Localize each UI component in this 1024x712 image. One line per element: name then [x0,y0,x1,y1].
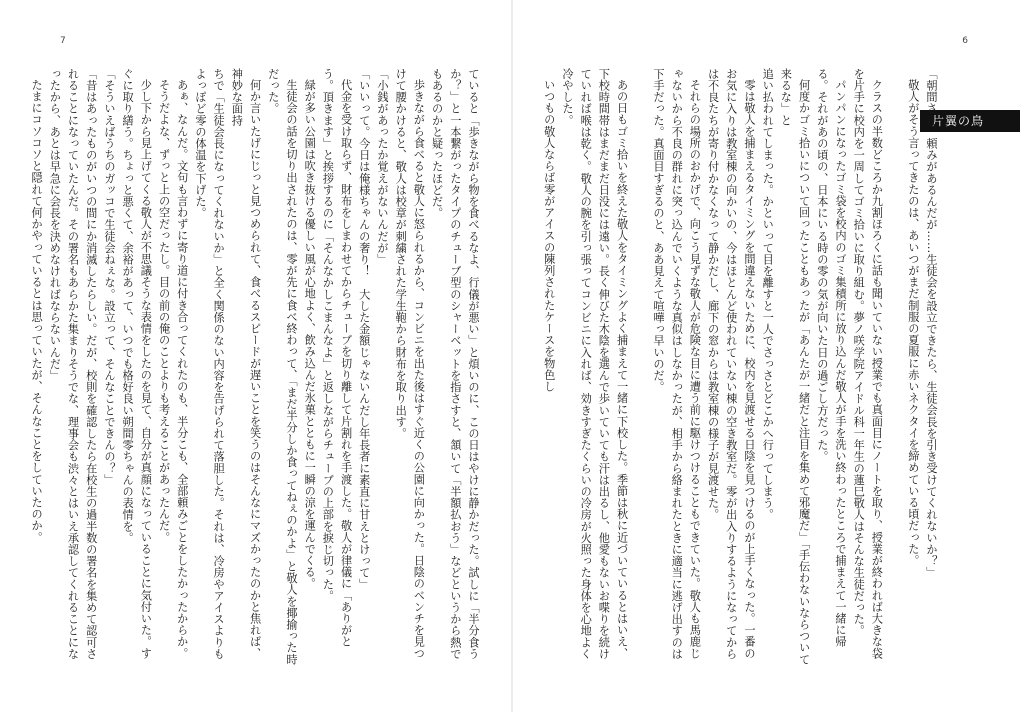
section-break-2 [631,68,649,668]
left-paragraph-12: 少し下から見上げてくる敬人が不思議そうな表情をしたのを見て、自分が真顔になっていることに気付いた。すぐに取り繕う。ちょっと悪くて、余裕があって、いつでも格好良い朔間零ちゃんの表情を。 [121,68,153,660]
left-paragraph-8: 何か言いたげにじっと見つめられて、食べるスピードが遅いことを笑うのはそんなにマズかったのかと焦れば、神妙な面持 [230,68,262,660]
left-page-number: 7 [60,36,66,46]
left-paragraph-10: あぁ、なんだ。文句も言わずに寄り道に付き合ってくれたのも、半分こも、全部頼みごとをしたかったからか。 [175,79,189,660]
left-paragraph-5: 代金を受け取らず、財布をしまわせてからチューブを切り離して片割れを手渡した。敬人が律儀に「ありがとう。頂きます」と挨拶するのに「そんなかしこまんなよ」と返しながらチューブの上部を捩じ切った。 [321,68,353,648]
left-paragraph-11: そうだよな、ずっと上の空だったし。目の前の俺のことよりも考えることがあったんだ。 [157,79,171,544]
right-paragraph-7: 零は敬人を捕まえるタイミングを間違えないために、校内を見渡せる日陰を見つけるのが上手くなった。一番のお気に入りは教室棟の向かいの、今はほとんど使われていない棟の空き教室だ。零が出入りするようになってからは不良たちが寄り付かなくなって静かだし、廊下の窓からは教室棟の様子が見渡せた。 [706,68,756,660]
left-paragraph-1: ていると「歩きながら物を食べるなよ、行儀が悪い」と煩いのに、この日はやけに静かだった。試しに「半分食うか？」と一本繋がったタイプのチューブ型のシャーベットを指さすと、頷いて「半額払おう」などというから熱でもあるのかと疑ったほどだ。 [430,68,480,660]
left-paragraph-14: 「昔はあったものがいつの間にか消滅したらしい。だが、校則を確認したら在校生の過半数の署名を集めて認可されることになっていたんだ。その署名もあらかた集まりそうでな、理事会も渋々とはいえ承認してくれることになったから、あとは早急に会長を決めなければならないんだ」 [48,68,98,660]
right-paragraph-2: 敬人がそう言ってきたのは、あいつがまだ制服の夏服に赤いネクタイを締めている頃だった。 [906,79,920,567]
left-paragraph-13: 「そういえばうちのガッコで生徒会ねぇな。設立って、そんなことできんの？」 [102,68,116,486]
left-paragraph-7: 生徒会の話を切り出されたのは、零が先に食べ終わって、「まだ半分しか食ってねぇのかよ」と敬人を揶揄った時だった。 [266,68,298,666]
right-paragraph-1: 「朝間さん、頼みがあるんだが……生徒会を設立できたら、生徒会長を引き受けてくれないか？」 [925,68,938,579]
right-paragraph-5: 何度かゴミ拾いについて回ったこともあったが「あんたが一緒だと注目を集めて邪魔だ」「手伝わないならついて来るな」と [779,68,811,666]
right-paragraph-10: いつもの敬人ならば零がアイスの陳列されたケースを物色し [542,79,556,393]
left-paragraph-4: 「いいって。今日は俺様ちゃんの奢り！ 大した金額じゃないんだし年長者に素直に甘えとけって」 [357,68,371,590]
left-paragraph-6: 緑が多い公園は吹き抜ける優しい風が心地よく、飲み込んだ氷菓とともに一瞬の涼を運んでくる。 [303,79,317,590]
right-paragraph-4: パンパンになったゴミ袋を校内のゴミ集積所に放り込んだ敬人が手を洗い終わったところで捕まえて一緒に帰る。それがあの頃の、日本にいる時の零の気が向いた日の過ごし方だった。 [815,68,847,648]
right-page-number: 6 [962,36,968,46]
left-page-text [32,68,482,668]
left-paragraph-9: ちで「生徒会長になってくれないか」と全く関係のない内容を告げられて落胆した。それは、冷房やアイスよりもよっぽど零の体温を下げた。 [193,68,226,660]
left-paragraph-3: 「小銭があったか覚えがないんだが」 [375,68,389,266]
right-page-text [540,68,940,668]
section-break [885,68,903,668]
right-page [512,0,1024,712]
right-paragraph-8: それらの場所のおかげで、向こう見ずな敬人が危険な目に遭う前に駆けつけることもできていた。敬人も馬鹿じゃないから不良の群れに突っ込んでいくような真似はしなかったが、相手から絡まれたときに適当に逃げ出すのは下手だった。真面目すぎるのと、ああ見えて喧嘩っ早いのだ。 [651,68,702,660]
left-paragraph-2: 歩きながら食べると敬人に怒られるから、コンビニを出た後はすぐ近くの公園に向かった。日陰のベンチを見つけて腰かけると、敬人は校章が刺繍された学生鞄から財布を取り出す。 [394,68,426,660]
right-paragraph-3: クラスの半数どころか九割ほろくに話も聞いていない授業でも真面目にノートを取り、授業が終われば大きな袋を片手に校内を一周してゴミ拾いに取り組む。夢ノ咲学院アイドル科一年生の蓮巳敬人はそんな生徒だった。 [852,68,884,660]
chapter-title: 片翼の鳥 [920,110,1020,132]
right-paragraph-6: 追い払われてしまった。かといって目を離すと一人でさっさとどこかへ行ってしまう。 [761,68,775,521]
right-paragraph-9: あの日もゴミ拾いを終えた敬人をタイミングよく捕まえて一緒に下校した。季節は秋に近づいているとはいえ、下校時間帯はまだまだ日没には遠い。長く伸びた木陰を選んで歩いていても汗は出るし、他愛もないお喋りを続けていれば喉は乾く。敬人の腕を引っ張ってコンビニに入れば、効きすぎたくらいの冷房が火照った身体を心地よく冷やした。 [560,68,629,660]
left-paragraph-15: たまにコソコソと隠れて何かやっているとは思っていたが、そんなことをしていたのか。 [30,79,44,544]
